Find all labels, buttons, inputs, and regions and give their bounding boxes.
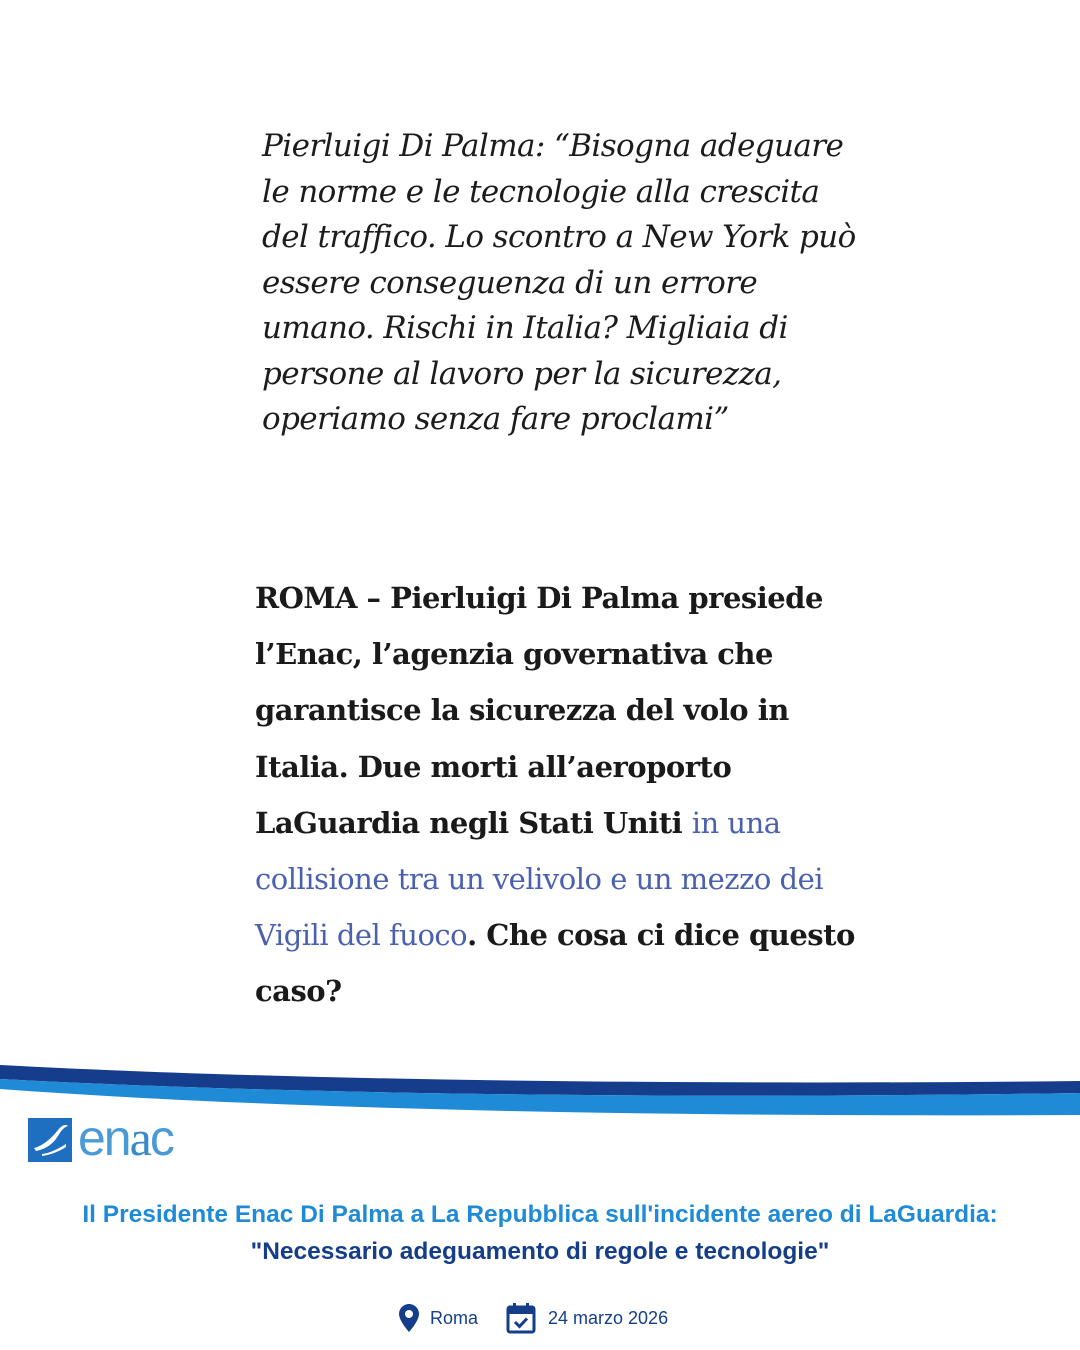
map-pin-icon [398,1303,420,1333]
lead-link[interactable]: in una collisione tra un velivolo e un mezzo dei Vigili del fuoco [255,805,824,953]
location-text: Roma [430,1307,479,1328]
meta-location [398,1300,478,1336]
enac-logo-mark [28,1118,72,1162]
article-quote: Pierluigi Di Palma: “Bisogna adeguare le norme e le tecnologie alla crescita del traffico. Lo scontro a New York può essere conseguenza di un errore umano. Rischi in Italia? Migliaia di persone al lavoro per la sicurezza, operiamo senza fare proclami” [262,128,856,437]
headline [0,1196,1080,1270]
meta-date [506,1300,668,1336]
lead-text-bold-end: . Che cosa ci dice questo caso? [255,918,855,1009]
enac-logo [28,1110,198,1166]
headline-line-1: Il Presidente Enac Di Palma a La Repubblica sull'incidente aereo di LaGuardia: [82,1201,998,1228]
article-lead [255,570,865,1020]
enac-logo-wordmark: enac [78,1110,173,1166]
meta-bar [0,1300,1080,1336]
lead-text-bold: ROMA – Pierluigi Di Palma presiede l’Enac, l’agenzia governativa che garantisce la sicurezza del volo in Italia. Due morti all’aeroporto LaGuardia negli Stati Uniti [255,581,823,840]
calendar-check-icon [506,1302,536,1334]
headline-line-2: "Necessario adeguamento di regole e tecnologie" [250,1238,830,1265]
date-text: 24 marzo 2026 [548,1307,669,1328]
